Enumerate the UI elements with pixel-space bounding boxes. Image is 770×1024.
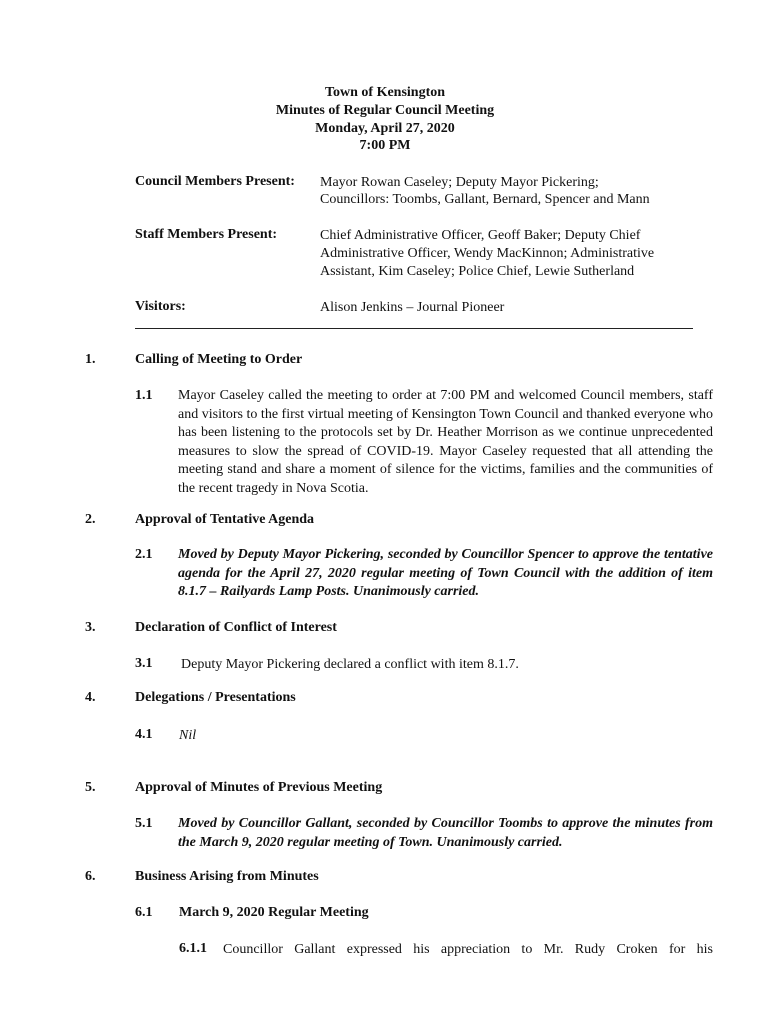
item-number: 4.1 [135,727,153,742]
section-number: 2. [85,512,96,527]
item-number: 1.1 [135,388,153,403]
item-text: Deputy Mayor Pickering declared a conflict with item 8.1.7. [181,657,519,672]
council-members-label: Council Members Present: [135,174,295,189]
section-number: 1. [85,352,96,367]
visitors-label: Visitors: [135,299,186,314]
subsection-heading: March 9, 2020 Regular Meeting [179,905,369,920]
section-heading: Business Arising from Minutes [135,869,319,884]
item-number: 2.1 [135,547,153,562]
council-members-line-2: Councillors: Toombs, Gallant, Bernard, Spencer and Mann [320,192,650,207]
section-number: 3. [85,620,96,635]
section-heading: Delegations / Presentations [135,690,296,705]
visitors-value: Alison Jenkins – Journal Pioneer [320,300,505,315]
divider-line [135,328,693,329]
item-text: Mayor Caseley called the meeting to order at 7:00 PM and welcomed Council members, staff and visitors to the first virtual meeting of Kensington Town Council and thanked everyone who has been listening to the protocols set by Dr. Heather Morrison as we continue unprecedented measures to slow the spread of COVID-19. Mayor Caseley requested that all attending the meeting stand and share a moment of silence for the victims, families and the communities of the recent tragedy in Nova Scotia. [178,388,713,496]
staff-members-line-3: Assistant, Kim Caseley; Police Chief, Lewie Sutherland [320,264,635,279]
item-text: Councillor Gallant expressed his appreciation to Mr. Rudy Croken for his [223,942,713,957]
section-number: 4. [85,690,96,705]
meeting-date: Monday, April 27, 2020 [315,121,455,136]
meeting-time: 7:00 PM [359,138,411,153]
document-subtitle: Minutes of Regular Council Meeting [275,103,495,118]
motion-text: Moved by Councillor Gallant, seconded by Councillor Toombs to approve the minutes from the March 9, 2020 regular meeting of Town. Unanimously carried. [178,816,713,850]
section-heading: Calling of Meeting to Order [135,352,303,367]
staff-members-label: Staff Members Present: [135,227,278,242]
section-number: 5. [85,780,96,795]
item-number: 5.1 [135,816,153,831]
section-heading: Approval of Minutes of Previous Meeting [135,780,383,795]
item-number: 3.1 [135,656,153,671]
section-heading: Approval of Tentative Agenda [135,512,315,527]
document-title: Town of Kensington [324,85,446,100]
staff-members-line-2: Administrative Officer, Wendy MacKinnon; Administrative [320,246,655,261]
section-heading: Declaration of Conflict of Interest [135,620,337,635]
council-members-line-1: Mayor Rowan Caseley; Deputy Mayor Pickering; [320,175,599,190]
item-number: 6.1.1 [179,941,207,956]
section-number: 6. [85,869,96,884]
item-text: Nil [179,728,197,743]
item-number: 6.1 [135,905,153,920]
staff-members-line-1: Chief Administrative Officer, Geoff Baker; Deputy Chief [320,228,641,243]
motion-text: Moved by Deputy Mayor Pickering, seconded by Councillor Spencer to approve the tentative agenda for the April 27, 2020 regular meeting of Town Council with the addition of item 8.1.7 – Railyards Lamp Posts. Unanimously carried. [178,547,713,599]
